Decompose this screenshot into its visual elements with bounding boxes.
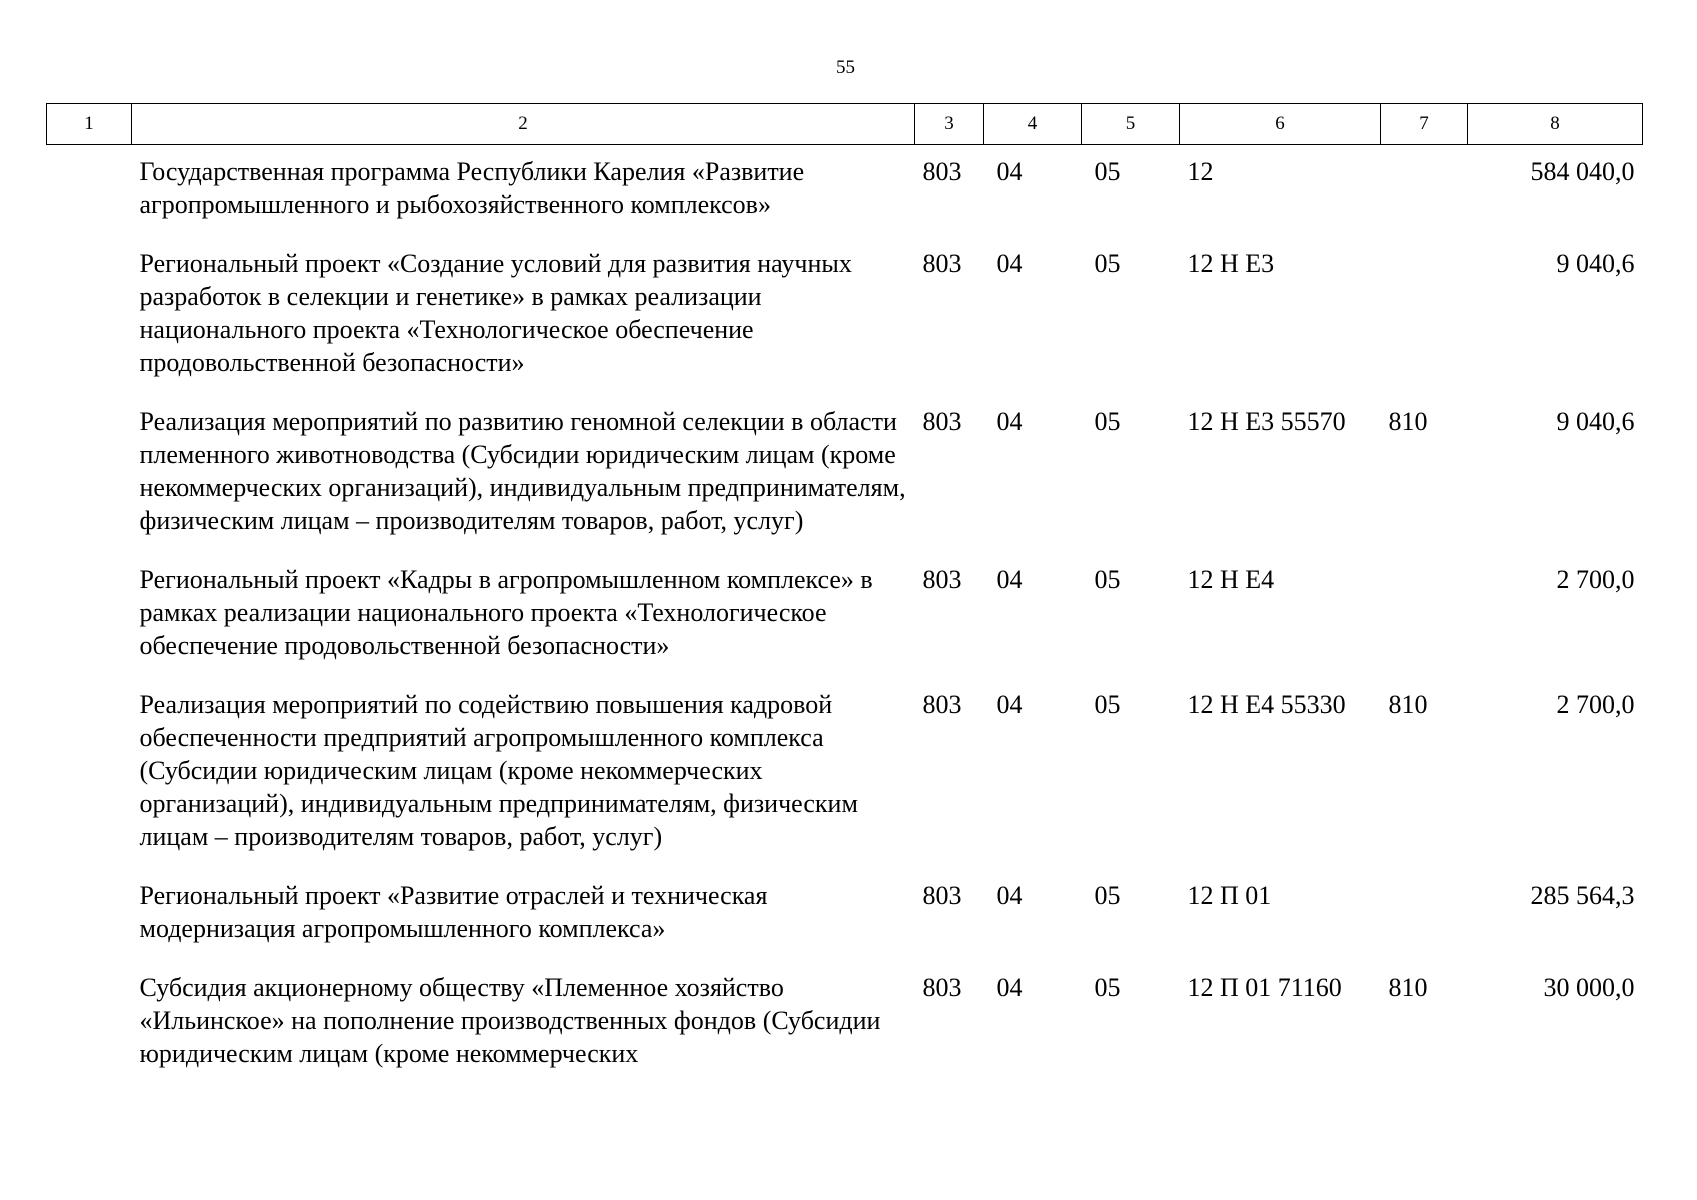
table-row bbox=[47, 678, 1643, 869]
cell-ministry: 803 bbox=[922, 565, 962, 594]
cell-target-article: 12 Н Е4 bbox=[1187, 565, 1275, 594]
cell-name: Региональный проект «Создание условий для развития научных разработок в селекции и генетике» в рамках реализации национального проекта «Технологическое обеспечение продовольственной безопасности» bbox=[139, 249, 852, 377]
cell-number bbox=[47, 395, 132, 553]
header-col-2: 2 bbox=[132, 104, 915, 145]
cell-target-article: 12 П 01 71160 bbox=[1187, 973, 1342, 1002]
cell-target-article: 12 П 01 bbox=[1187, 881, 1272, 910]
cell-subsection: 05 bbox=[1094, 157, 1121, 186]
cell-number bbox=[47, 869, 132, 961]
cell-target-article: 12 bbox=[1187, 157, 1214, 186]
header-col-4: 4 bbox=[984, 104, 1082, 145]
cell-expense-type bbox=[1381, 869, 1468, 961]
page-number: 55 bbox=[836, 57, 855, 78]
cell-section: 04 bbox=[996, 690, 1023, 719]
table-header-row bbox=[47, 104, 1643, 145]
cell-name: Региональный проект «Кадры в агропромышленном комплексе» в рамках реализации национального проекта «Технологическое обеспечение продовольственной безопасности» bbox=[139, 565, 873, 660]
cell-amount: 9 040,6 bbox=[1556, 249, 1635, 278]
cell-number bbox=[47, 237, 132, 395]
header-col-6: 6 bbox=[1180, 104, 1381, 145]
cell-ministry: 803 bbox=[922, 157, 962, 186]
cell-name: Региональный проект «Развитие отраслей и техническая модернизация агропромышленного комплекса» bbox=[139, 881, 768, 943]
header-col-3: 3 bbox=[915, 104, 984, 145]
cell-expense-type bbox=[1381, 145, 1468, 238]
cell-amount: 30 000,0 bbox=[1543, 973, 1635, 1002]
cell-amount: 2 700,0 bbox=[1556, 690, 1635, 719]
header-col-5: 5 bbox=[1082, 104, 1180, 145]
header-col-1: 1 bbox=[47, 104, 132, 145]
cell-expense-type bbox=[1381, 237, 1468, 395]
cell-subsection: 05 bbox=[1094, 881, 1121, 910]
table-row bbox=[47, 961, 1643, 1086]
cell-section: 04 bbox=[996, 157, 1023, 186]
cell-expense-type: 810 bbox=[1388, 407, 1428, 436]
header-col-8: 8 bbox=[1468, 104, 1643, 145]
cell-section: 04 bbox=[996, 407, 1023, 436]
cell-name: Реализация мероприятий по развитию геномной селекции в области племенного животноводства (Субсидии юридическим лицам (кроме некоммерческих организаций), индивидуальным предпринимателям, физическим лицам – производителям товаров, работ, услуг) bbox=[139, 407, 906, 535]
cell-section: 04 bbox=[996, 973, 1023, 1002]
table-row bbox=[47, 869, 1643, 961]
cell-ministry: 803 bbox=[922, 881, 962, 910]
cell-number bbox=[47, 678, 132, 869]
cell-ministry: 803 bbox=[922, 690, 962, 719]
cell-name: Реализация мероприятий по содействию повышения кадровой обеспеченности предприятий агропромышленного комплекса (Субсидии юридическим лицам (кроме некоммерческих организаций), индивидуальным предпринимателям, физическим лицам – производителям товаров, работ, услуг) bbox=[139, 690, 858, 851]
cell-number bbox=[47, 145, 132, 238]
cell-subsection: 05 bbox=[1094, 249, 1121, 278]
cell-expense-type: 810 bbox=[1388, 690, 1428, 719]
cell-amount: 9 040,6 bbox=[1556, 407, 1635, 436]
cell-target-article: 12 Н Е3 55570 bbox=[1187, 407, 1346, 436]
cell-subsection: 05 bbox=[1094, 690, 1121, 719]
cell-name: Государственная программа Республики Карелия «Развитие агропромышленного и рыбохозяйственного комплексов» bbox=[139, 157, 805, 219]
budget-table bbox=[46, 103, 1643, 1086]
cell-expense-type: 810 bbox=[1388, 973, 1428, 1002]
cell-expense-type bbox=[1381, 553, 1468, 678]
table-row bbox=[47, 395, 1643, 553]
cell-ministry: 803 bbox=[922, 407, 962, 436]
table-row bbox=[47, 237, 1643, 395]
cell-name: Субсидия акционерному обществу «Племенное хозяйство «Ильинское» на пополнение производственных фондов (Субсидии юридическим лицам (кроме некоммерческих bbox=[139, 973, 881, 1068]
cell-section: 04 bbox=[996, 249, 1023, 278]
cell-target-article: 12 Н Е4 55330 bbox=[1187, 690, 1346, 719]
cell-amount: 584 040,0 bbox=[1530, 157, 1635, 186]
table-row bbox=[47, 553, 1643, 678]
cell-ministry: 803 bbox=[922, 973, 962, 1002]
cell-subsection: 05 bbox=[1094, 565, 1121, 594]
cell-target-article: 12 Н Е3 bbox=[1187, 249, 1275, 278]
cell-number bbox=[47, 961, 132, 1086]
header-col-7: 7 bbox=[1381, 104, 1468, 145]
cell-number bbox=[47, 553, 132, 678]
cell-subsection: 05 bbox=[1094, 407, 1121, 436]
cell-amount: 285 564,3 bbox=[1530, 881, 1635, 910]
cell-section: 04 bbox=[996, 565, 1023, 594]
cell-section: 04 bbox=[996, 881, 1023, 910]
cell-ministry: 803 bbox=[922, 249, 962, 278]
cell-subsection: 05 bbox=[1094, 973, 1121, 1002]
table-row bbox=[47, 145, 1643, 238]
cell-amount: 2 700,0 bbox=[1556, 565, 1635, 594]
